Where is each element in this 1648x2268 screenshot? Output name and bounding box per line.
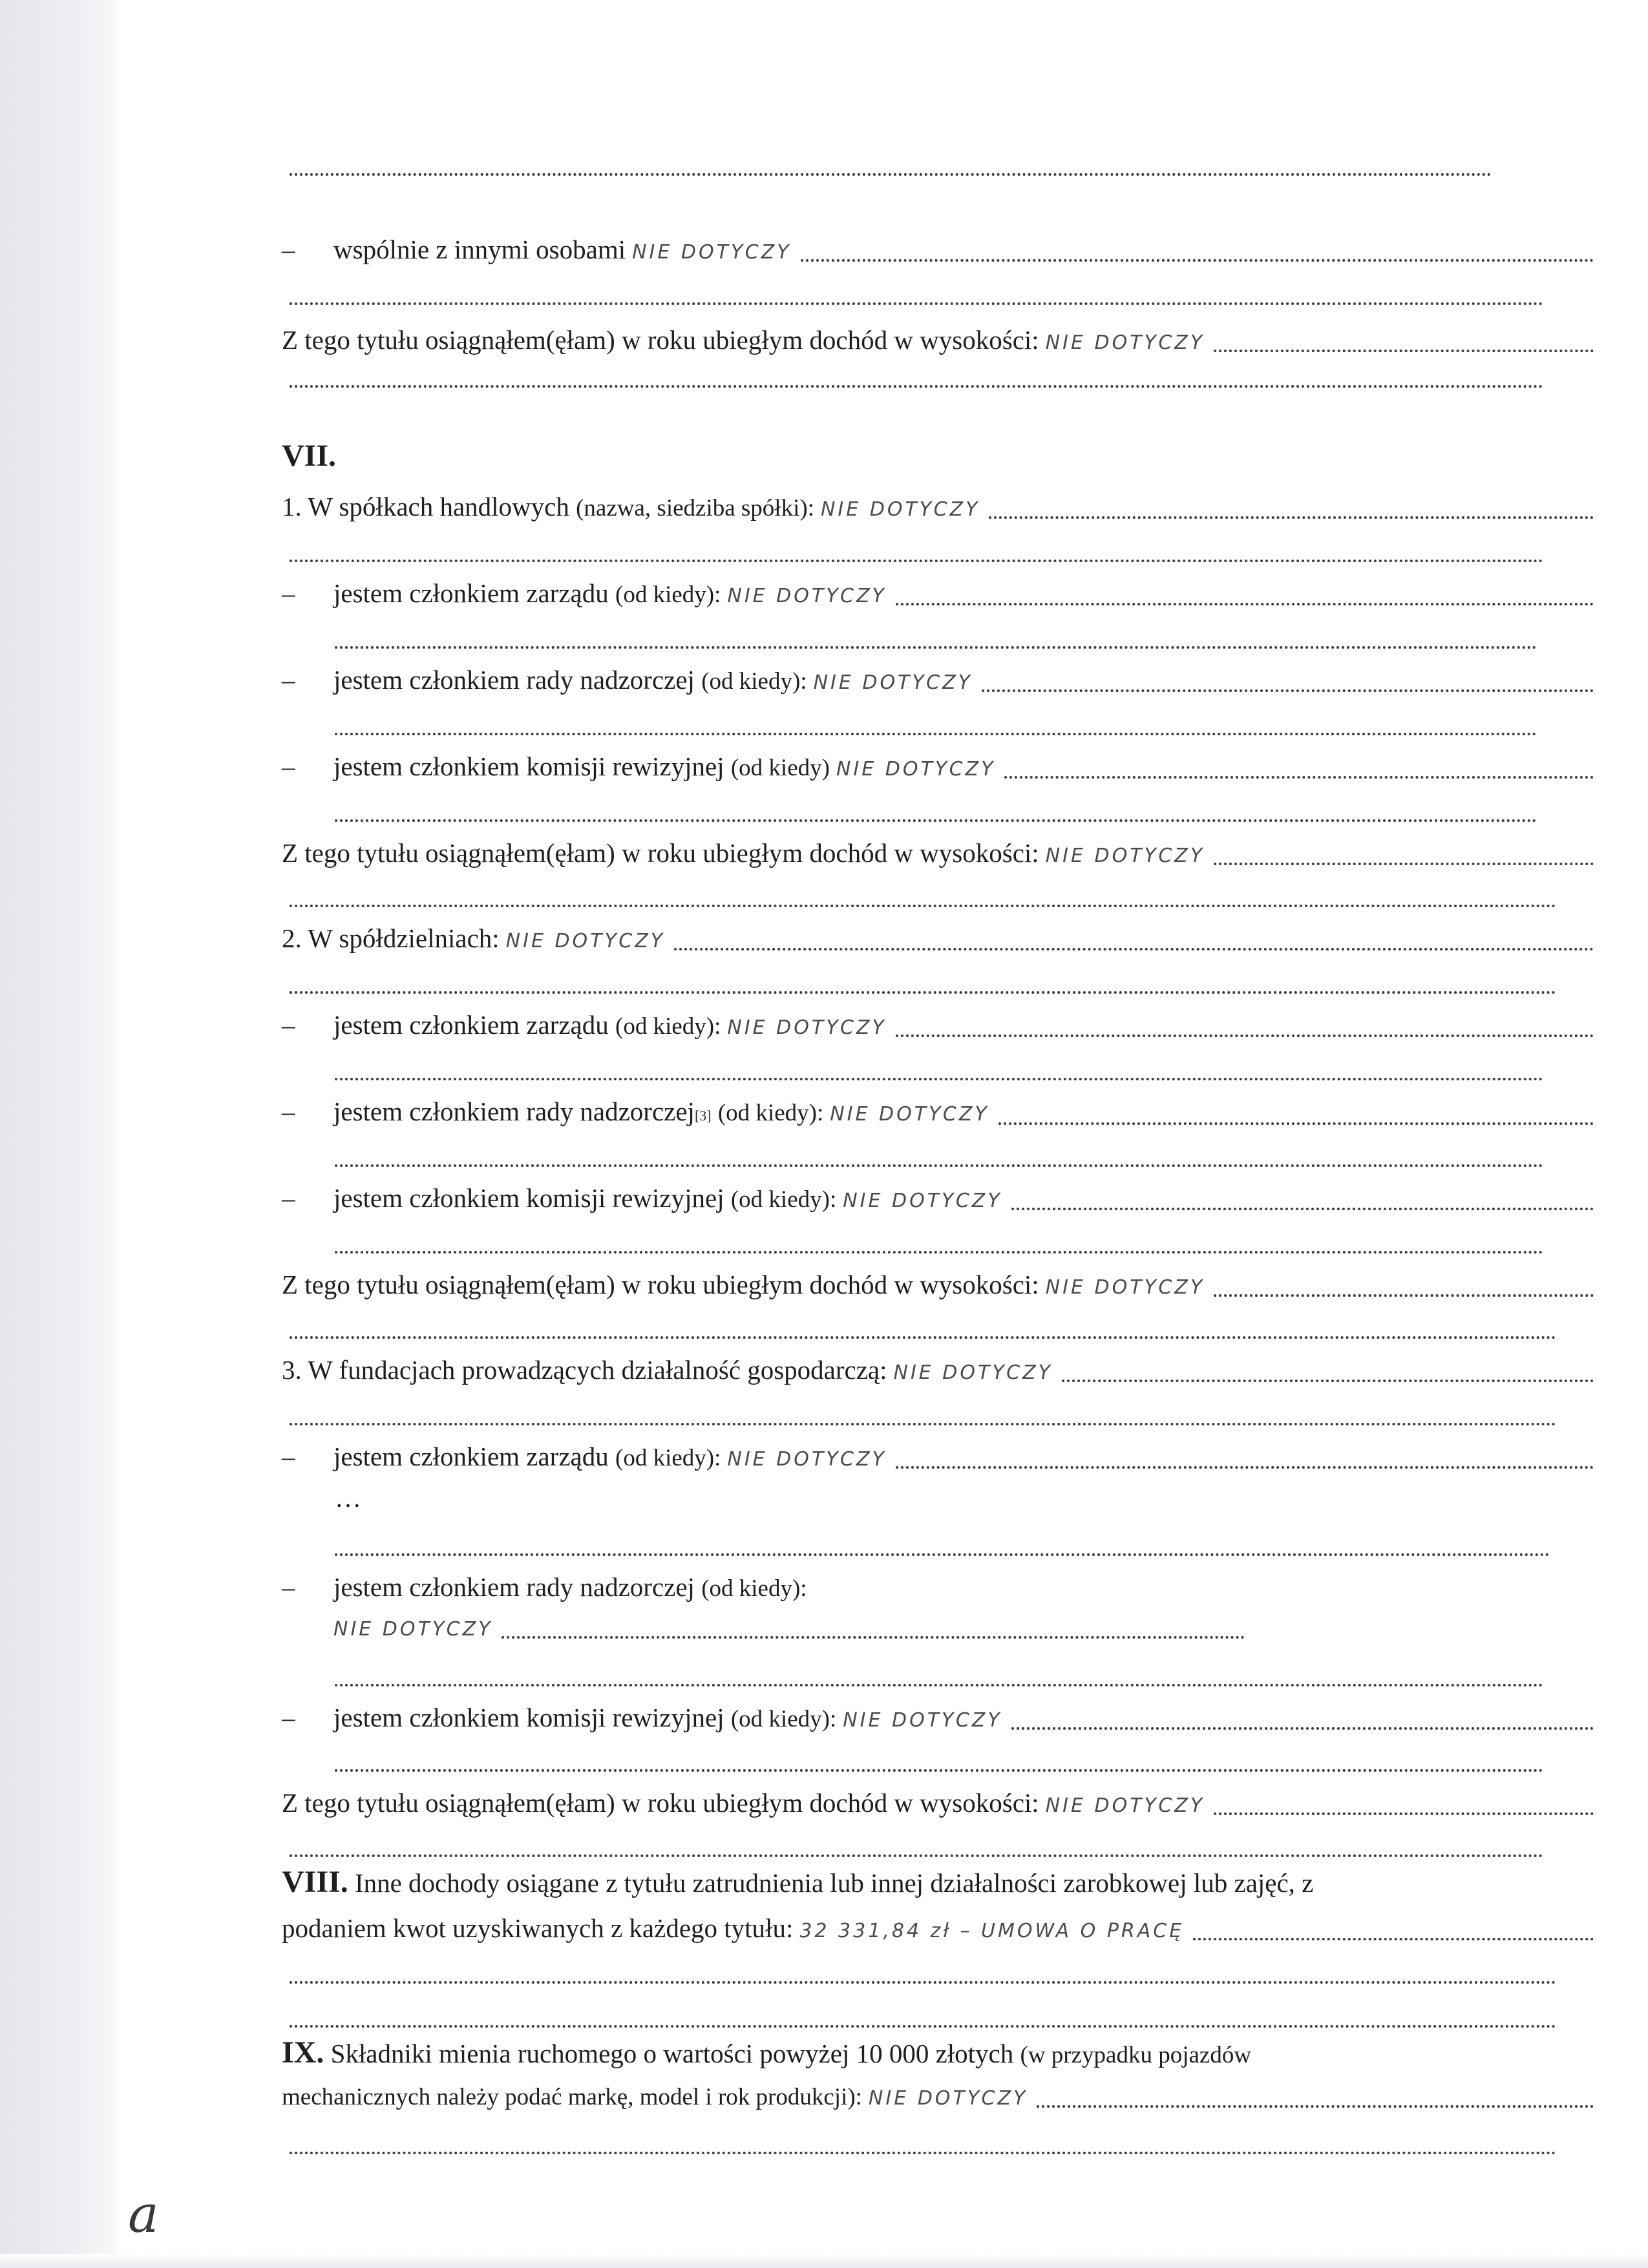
role-label: jestem członkiem rady nadzorczej <box>333 665 695 695</box>
dotted-fill <box>674 948 1594 950</box>
handwritten-answer: NIE DOTYCZY <box>333 1618 493 1641</box>
dash: – <box>282 1572 295 1602</box>
section-viii-heading: VIII. <box>282 1865 348 1899</box>
ellipsis: … <box>335 1483 361 1513</box>
vii-3-komisja-row <box>282 1699 1594 1739</box>
role-label: jestem członkiem komisji rewizyjnej <box>333 751 724 781</box>
dotted-fill <box>1193 1938 1594 1940</box>
section-ix-text: Składniki mienia ruchomego o wartości powyżej 10 000 złotych <box>330 2039 1014 2068</box>
vii-2-rada-row <box>282 1093 1594 1134</box>
income-label: Z tego tytułu osiągnąłem(ęłam) w roku ubiegłym dochód w wysokości: <box>282 838 1039 868</box>
dotted-line <box>335 1769 1543 1772</box>
dotted-fill <box>502 1636 1245 1639</box>
document-page <box>282 0 1594 2268</box>
section-vii-heading: VII. <box>282 439 337 473</box>
section-viii-text2: podaniem kwot uzyskiwanych z każdego tytułu: <box>282 1913 794 1943</box>
vii-3-rada-row <box>282 1569 1594 1607</box>
vii-zarzad-row <box>282 575 1594 614</box>
since-label: (od kiedy) <box>730 755 830 781</box>
vii-income-row-3 <box>282 1785 1594 1824</box>
section-viii-text: Inne dochody osiągane z tytułu zatrudnienia lub innej działalności zarobkowej lub zajęć, z <box>354 1868 1314 1898</box>
dash: – <box>282 751 295 781</box>
vii-item3-row <box>282 1352 1594 1391</box>
section-viii <box>282 1864 1594 1902</box>
handwritten-answer: NIE DOTYCZY <box>727 585 887 607</box>
dotted-fill <box>1004 776 1594 779</box>
page-mark: a <box>128 2184 159 2244</box>
role-label: jestem członkiem rady nadzorczej <box>333 1097 695 1126</box>
section-ix-note: (w przypadku pojazdów <box>1020 2042 1252 2068</box>
dotted-line <box>290 560 1543 562</box>
dotted-line <box>290 905 1556 907</box>
handwritten-answer: NIE DOTYCZY <box>830 1103 989 1126</box>
jointly-label: wspólnie z innymi osobami <box>333 235 626 264</box>
vii-item2-label: 2. W spółdzielniach: <box>282 923 500 953</box>
dotted-fill <box>896 1466 1594 1469</box>
dash: – <box>282 665 295 695</box>
dotted-fill <box>896 1034 1594 1037</box>
section-viii-answer-row <box>282 1910 1594 1949</box>
handwritten-answer: NIE DOTYCZY <box>727 1016 887 1039</box>
since-label: (od kiedy): <box>615 1013 721 1040</box>
dotted-fill <box>1011 1727 1594 1730</box>
dotted-line <box>335 819 1537 822</box>
since-label: (od kiedy): <box>615 582 721 608</box>
dotted-line <box>335 1164 1543 1167</box>
dotted-fill <box>896 603 1594 605</box>
dotted-fill <box>1037 2105 1594 2108</box>
vii-item1-label: 1. W spółkach handlowych <box>282 492 569 521</box>
vii-income-row-2 <box>282 1266 1594 1306</box>
handwritten-answer: NIE DOTYCZY <box>868 2087 1028 2110</box>
since-label: (od kiedy): <box>717 1100 824 1126</box>
dotted-fill <box>1214 1294 1594 1297</box>
handwritten-answer: NIE DOTYCZY <box>813 671 973 694</box>
role-label: jestem członkiem rady nadzorczej <box>333 1572 695 1602</box>
dotted-fill <box>1214 1812 1594 1815</box>
dash: – <box>282 1010 295 1040</box>
role-label: jestem członkiem zarządu <box>333 1010 609 1040</box>
vii-item1-note: (nazwa, siedziba spółki): <box>576 495 814 521</box>
dotted-line <box>335 1553 1550 1556</box>
dotted-line <box>290 2152 1556 2154</box>
vii-2-komisja-row <box>282 1180 1594 1219</box>
income-row <box>282 322 1594 361</box>
handwritten-answer: NIE DOTYCZY <box>632 241 792 264</box>
dotted-fill <box>801 259 1594 262</box>
handwritten-answer: NIE DOTYCZY <box>843 1709 1002 1732</box>
income-label: Z tego tytułu osiągnąłem(ęłam) w roku ubiegłym dochód w wysokości: <box>282 325 1039 355</box>
section-ix-heading: IX. <box>282 2035 324 2070</box>
handwritten-answer: NIE DOTYCZY <box>1045 845 1205 867</box>
since-label: (od kiedy): <box>701 1575 807 1602</box>
dotted-fill <box>998 1122 1594 1125</box>
vii-komisja-row <box>282 748 1594 788</box>
vii-rada-row <box>282 662 1594 701</box>
dotted-line <box>335 1251 1543 1254</box>
dotted-line <box>290 1981 1556 1984</box>
vii-item3-label: 3. W fundacjach prowadzących działalność gospodarczą: <box>282 1355 887 1385</box>
handwritten-answer: NIE DOTYCZY <box>836 758 996 781</box>
vii-income-row-1 <box>282 835 1594 874</box>
handwritten-answer: NIE DOTYCZY <box>820 498 980 521</box>
handwritten-answer: NIE DOTYCZY <box>843 1190 1002 1212</box>
dotted-line <box>290 302 1543 305</box>
since-label: (od kiedy): <box>701 668 807 695</box>
dash: – <box>282 1703 295 1732</box>
vii-item1-row <box>282 488 1594 528</box>
handwritten-answer: NIE DOTYCZY <box>505 930 666 952</box>
jointly-row <box>282 231 1594 271</box>
vii-3-rada-answer-row <box>333 1612 1245 1648</box>
handwritten-answer: NIE DOTYCZY <box>1045 331 1205 354</box>
dotted-line <box>335 1078 1543 1080</box>
role-label: jestem członkiem komisji rewizyjnej <box>333 1183 724 1213</box>
dotted-fill <box>989 516 1594 519</box>
dotted-fill <box>982 689 1594 692</box>
dotted-line <box>290 1854 1543 1857</box>
handwritten-answer: NIE DOTYCZY <box>1045 1276 1205 1299</box>
dotted-line <box>290 991 1556 994</box>
section-ix <box>282 2034 1594 2074</box>
dash: – <box>282 1442 295 1471</box>
income-label: Z tego tytułu osiągnąłem(ęłam) w roku ubiegłym dochód w wysokości: <box>282 1270 1039 1299</box>
dotted-fill <box>1214 863 1594 865</box>
since-label: (od kiedy): <box>730 1706 837 1732</box>
dotted-line <box>335 733 1537 735</box>
vii-2-zarzad-row <box>282 1007 1594 1046</box>
dash: – <box>282 1183 295 1213</box>
dotted-fill <box>1011 1208 1594 1210</box>
handwritten-answer: NIE DOTYCZY <box>893 1361 1053 1384</box>
vii-3-zarzad-row <box>282 1438 1594 1478</box>
dash: – <box>282 235 295 264</box>
dotted-line <box>290 1336 1556 1339</box>
dotted-line <box>290 2025 1556 2028</box>
dotted-line <box>335 1684 1543 1686</box>
since-label: (od kiedy): <box>730 1186 837 1213</box>
dotted-fill <box>1062 1380 1594 1382</box>
role-label: jestem członkiem zarządu <box>333 1442 609 1471</box>
income-label: Z tego tytułu osiągnąłem(ęłam) w roku ubiegłym dochód w wysokości: <box>282 1788 1039 1818</box>
role-label: jestem członkiem zarządu <box>333 578 609 608</box>
dotted-line <box>290 385 1543 388</box>
dotted-line <box>335 646 1537 649</box>
dotted-line <box>290 173 1492 176</box>
dotted-line <box>290 1423 1556 1425</box>
handwritten-answer: 32 331,84 zł – UMOWA O PRACĘ <box>799 1920 1185 1942</box>
handwritten-answer: NIE DOTYCZY <box>1045 1794 1205 1817</box>
role-label: jestem członkiem komisji rewizyjnej <box>333 1703 724 1732</box>
footnote-ref: [3] <box>694 1108 712 1124</box>
scan-shadow-edge <box>0 0 120 2268</box>
dash: – <box>282 1097 295 1126</box>
handwritten-answer: NIE DOTYCZY <box>727 1448 887 1471</box>
since-label: (od kiedy): <box>615 1445 721 1471</box>
vii-item2-row <box>282 920 1594 960</box>
section-ix-answer-row <box>282 2079 1594 2117</box>
section-ix-text2: mechanicznych należy podać markę, model i rok produkcji): <box>282 2084 862 2110</box>
dotted-fill <box>1214 350 1594 352</box>
dash: – <box>282 578 295 608</box>
